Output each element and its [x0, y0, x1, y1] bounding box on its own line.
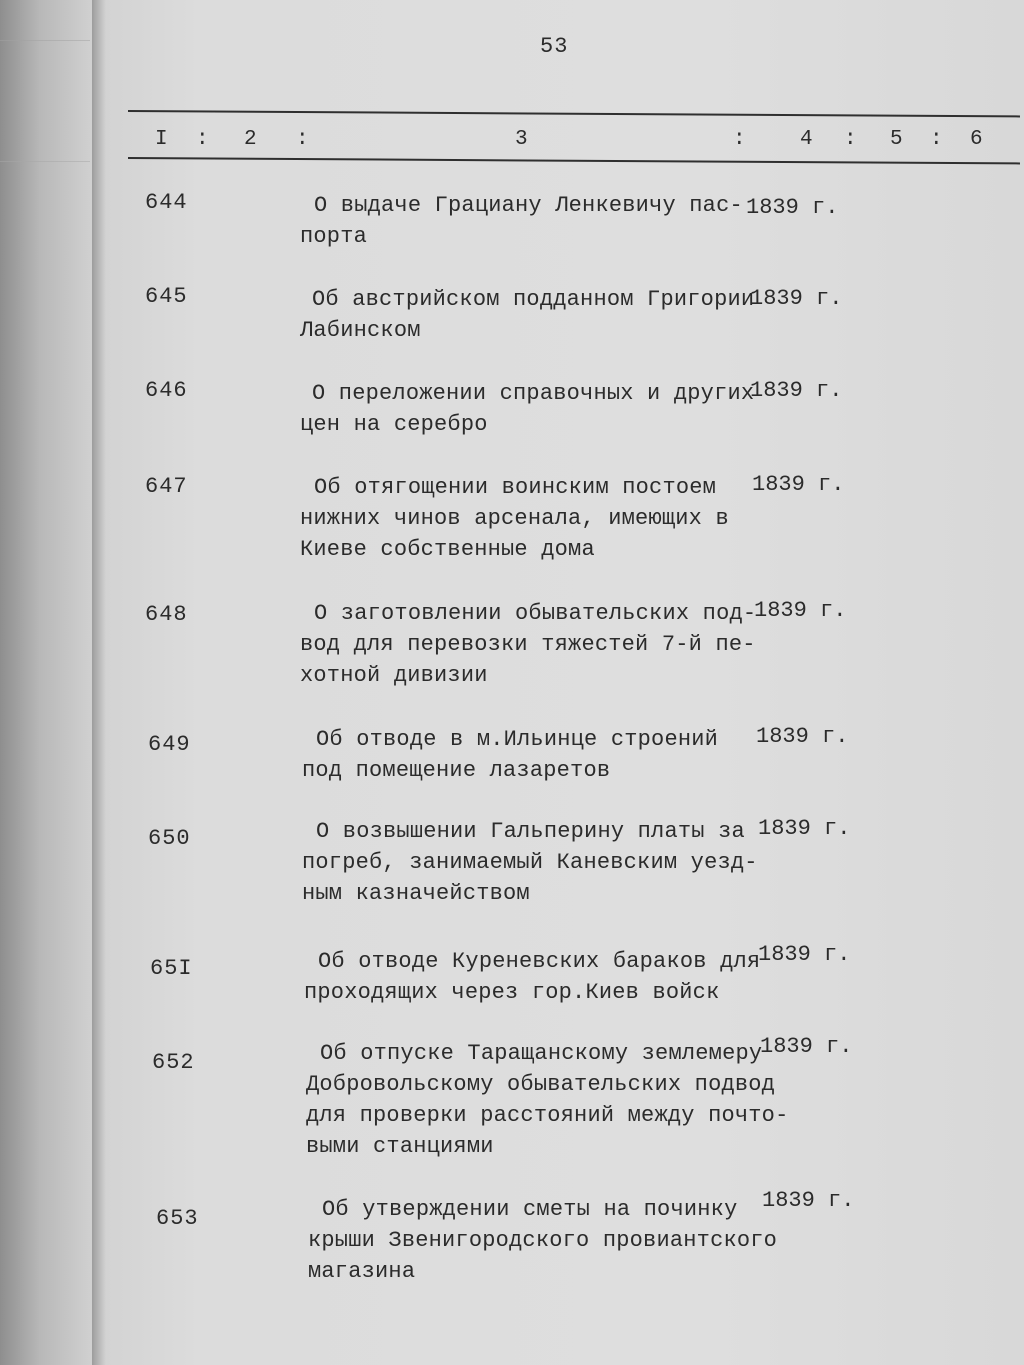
entry-title: О заготовлении обывательских под- вод для перевозки тяжестей 7-й пе- хотной дивизии	[300, 601, 757, 688]
entry-year: 1839 г.	[746, 195, 839, 220]
entry-title: Об отпуске Таращанскому землемеру Добровольскому обывательских подвод для проверки расстояний между почто- выми станциями	[306, 1041, 789, 1159]
entry-number: 648	[145, 602, 188, 627]
entry-year: 1839 г.	[750, 286, 843, 311]
entry-year: 1839 г.	[762, 1188, 855, 1213]
entry-number: 647	[145, 474, 188, 499]
entry-number: 644	[145, 190, 188, 215]
entry-title: О переложении справочных и других цен на серебро	[300, 381, 755, 437]
column-separator: :	[196, 128, 209, 151]
column-separator: :	[733, 128, 746, 151]
column-header-6: 6	[970, 128, 983, 151]
column-header-3: 3	[515, 128, 528, 151]
entry-title: Об отягощении воинским постоем нижних чинов арсенала, имеющих в Киеве собственные дома	[300, 475, 729, 562]
entry-year: 1839 г.	[754, 598, 847, 623]
entry-title: Об отводе в м.Ильинце строений под помещение лазаретов	[302, 727, 719, 783]
column-separator: :	[296, 128, 309, 151]
column-header-5: 5	[890, 128, 903, 151]
entry-number: 649	[148, 732, 191, 757]
entry-year: 1839 г.	[758, 942, 851, 967]
entry-number: 646	[145, 378, 188, 403]
previous-page-edge	[0, 40, 90, 162]
column-separator: :	[930, 128, 943, 151]
entry-year: 1839 г.	[760, 1034, 853, 1059]
entry-year: 1839 г.	[758, 816, 851, 841]
entry-number: 653	[156, 1206, 199, 1231]
entry-number: 645	[145, 284, 188, 309]
entry-title: О возвышении Гальперину платы за погреб, занимаемый Каневским уезд- ным казначейством	[302, 819, 758, 906]
column-separator: :	[844, 128, 857, 151]
entry-year: 1839 г.	[750, 378, 843, 403]
entry-year: 1839 г.	[756, 724, 849, 749]
column-header-2: 2	[244, 128, 257, 151]
column-header-4: 4	[800, 128, 813, 151]
entry-number: 650	[148, 826, 191, 851]
entry-title: О выдаче Грациану Ленкевичу пас- порта	[300, 193, 743, 249]
entry-year: 1839 г.	[752, 472, 845, 497]
page-number: 53	[540, 34, 569, 59]
binding-shadow	[92, 0, 106, 1365]
entry-number: 652	[152, 1050, 195, 1075]
entry-title: Об утверждении сметы на починку крыши Звенигородского провиантского магазина	[308, 1197, 778, 1284]
column-header-1: I	[155, 128, 168, 151]
entry-number: 65I	[150, 956, 193, 981]
entry-title: Об австрийском подданном Григории Лабинском	[300, 287, 755, 343]
entry-title: Об отводе Куреневских бараков для проходящих через гор.Киев войск	[304, 949, 761, 1005]
